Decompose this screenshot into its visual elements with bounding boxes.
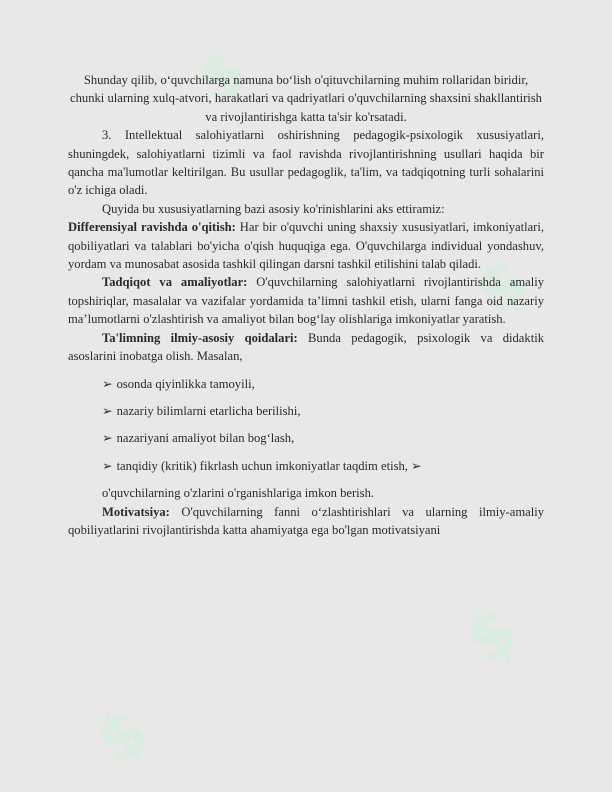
list-item (68, 457, 544, 475)
list-item-text: nazariyani amaliyot bilan bog‘lash, (116, 431, 295, 446)
research-term: Tadqiqot va amaliyotlar: (102, 275, 248, 290)
list-item-text: tanqidiy (kritik) fikrlash uchun imkoniyatlar taqdim etish, ➢ (116, 458, 422, 473)
motivation-paragraph (68, 503, 544, 540)
arrow-bullet-icon: ➢ (102, 431, 113, 446)
differential-term: Differensiyal ravishda o'qitish: (68, 220, 236, 235)
list-item (68, 429, 544, 447)
lead-paragraph: Quyida bu xususiyatlarning bazi asosiy ko'rinishlarini aks ettiramiz: (102, 201, 445, 216)
list-item-text: nazariy bilimlarni etarlicha berilishi, (116, 403, 301, 418)
arrow-bullet-icon: ➢ (102, 376, 113, 391)
research-text: O'quvchilarning salohiyatlarni rivojlantirishda amaliy topshiriqlar, masalalar va vazifalar yordamida ta’limni tashkil etish, ularni fanga oid nazariy ma’lumotlarni o'zlashtirish va amaliyot bilan bog‘lay olishlariga imkoniyatlar yaratish. (68, 275, 545, 327)
list-item (68, 375, 544, 393)
watermark-logo: $ (82, 693, 162, 781)
principles-text: Bunda pedagogik, psixologik va didaktik asoslarini inobatga olish. Masalan, (68, 330, 544, 364)
principles-term: Ta'limning ilmiy-asosiy qoidalari: (102, 330, 298, 345)
intro-paragraph: Shunday qilib, o‘quvchilarga namuna bo‘lish o'qituvchilarning muhim rollaridan biridir, chunki ularning xulq-atvori, harakatlari va qadriyatlari o'quvchilarning shaxsini shakllantirish va rivojlantirishga katta ta'sir ko'rsatadi. (70, 73, 542, 124)
arrow-bullet-icon: ➢ (102, 403, 113, 418)
watermark-logo: $ (452, 593, 532, 681)
research-paragraph (68, 273, 544, 328)
watermark-logo: $ (462, 243, 542, 331)
list-continuation: o'quvchilarning o'zlarini o'rganishlariga imkon berish. (102, 486, 375, 501)
list-item (68, 402, 544, 420)
arrow-bullet-icon: ➢ (102, 458, 113, 473)
point-3-paragraph: 3. Intellektual salohiyatlarni oshirishning pedagogik-psixologik xususiyatlari, shuningdek, salohiyatlarni tizimli va faol ravishda rivojlantirishning usullari haqida bir qancha ma'lumotlar keltirilgan. Bu usullar pedagoglik, ta'lim, va tadqiqotning turli sohalarini o'z ichiga oladi. (68, 128, 544, 198)
watermark-logo: $ (182, 33, 262, 121)
principles-paragraph (68, 329, 544, 366)
document-body (68, 71, 544, 539)
differential-text: Har bir o'quvchi uning shaxsiy xususiyatlari, imkoniyatlari, qobiliyatlari va talablari bo'yicha o'qish huquqiga ega. O'quvchilarga individual yondashuv, yordam va munosabat asosida tashkil qilingan darsni tashkil etilishini talab qiladi. (68, 220, 545, 272)
differential-paragraph (68, 218, 544, 273)
list-item-text: osonda qiyinlikka tamoyili, (116, 376, 255, 391)
motivation-text: O'quvchilarning fanni o‘zlashtirishlari va ularning ilmiy-amaliy qobiliyatlarini rivojlantirishda katta ahamiyatga ega bo'lgan motivatsiyani (68, 504, 544, 537)
motivation-term: Motivatsiya: (102, 504, 170, 519)
